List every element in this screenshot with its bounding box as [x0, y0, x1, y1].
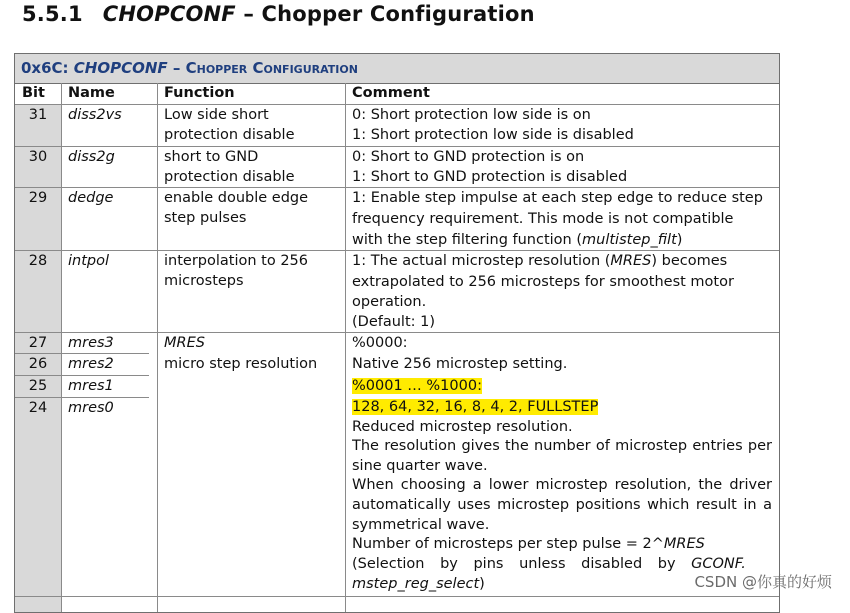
comment-mres-l6: When choosing a lower microstep resolution, the driver: [352, 477, 772, 493]
comment-r29-line3: [352, 230, 682, 251]
comment-r28-line2: extrapolated to 256 microsteps for smoothest motor: [352, 274, 734, 290]
function-r30-line2: protection disable: [164, 169, 295, 185]
section-heading: [22, 2, 535, 26]
comment-r28-line3: operation.: [352, 294, 427, 310]
comment-r29-line1: 1: Enable step impulse at each step edge to reduce step: [352, 190, 763, 206]
bit-29: 29: [28, 190, 48, 206]
row-divider: [15, 596, 779, 597]
comment-r30-line1: 0: Short to GND protection is on: [352, 149, 585, 165]
bit-24: 24: [28, 400, 48, 416]
column-divider: [345, 83, 346, 613]
bit-30: 30: [28, 149, 48, 165]
comment-mres-l1: %0000:: [352, 335, 408, 351]
name-diss2g: diss2g: [68, 149, 115, 165]
comment-r31-line2: 1: Short protection low side is disabled: [352, 127, 634, 143]
comment-mres-l9: [352, 534, 705, 555]
function-r29-line2: step pulses: [164, 210, 247, 226]
row-divider: [15, 375, 149, 376]
row-divider: [15, 397, 149, 398]
register-table: [14, 53, 780, 613]
comment-mres-l10-gconf: GCONF.: [691, 556, 746, 572]
comment-r28-pre: 1: The actual microstep resolution (: [352, 253, 611, 269]
comment-mres-l4: The resolution gives the number of microstep entries per: [352, 438, 772, 454]
bit-25: 25: [28, 378, 48, 394]
section-title: – Chopper Configuration: [235, 2, 535, 26]
function-r30-line1: short to GND: [164, 149, 259, 165]
table-title-register: CHOPCONF: [73, 59, 168, 77]
name-mres0: mres0: [68, 400, 114, 416]
comment-r28-line4: (Default: 1): [352, 314, 436, 330]
table-title-bar: [15, 54, 779, 84]
comment-r31-line1: 0: Short protection low side is on: [352, 107, 591, 123]
table-title-address: 0x6C:: [21, 59, 74, 77]
header-bit: Bit: [22, 85, 45, 101]
name-mres1: mres1: [68, 378, 114, 394]
comment-mres-l10-text: (Selection by pins unless disabled by: [352, 556, 692, 572]
comment-r30-line2: 1: Short to GND protection is disabled: [352, 169, 628, 185]
comment-mres-l7: automatically uses microstep positions which result in a: [352, 497, 772, 513]
highlight-range: %0001 … %1000:: [352, 378, 482, 394]
section-number: 5.5.1: [22, 2, 83, 26]
comment-mres-l9-text: Number of microsteps per step pulse = 2^: [352, 536, 664, 552]
name-dedge: dedge: [68, 190, 114, 206]
comment-r29-multistep-filt: multistep_filt: [582, 232, 677, 248]
function-r28-line1: interpolation to 256: [164, 253, 309, 269]
function-r29-line1: enable double edge: [164, 190, 309, 206]
row-divider: [15, 250, 779, 251]
row-divider: [15, 187, 779, 188]
name-mres2: mres2: [68, 356, 114, 372]
name-intpol: intpol: [68, 253, 110, 269]
column-divider: [61, 83, 62, 613]
comment-r29-line2: frequency requirement. This mode is not compatible: [352, 211, 734, 227]
watermark: CSDN @你真的好烦: [694, 573, 832, 591]
comment-r28-post: ) becomes: [651, 253, 728, 269]
comment-r29-line3-text: with the step filtering function (: [352, 232, 583, 248]
row-divider: [15, 146, 779, 147]
function-r31-line2: protection disable: [164, 127, 295, 143]
comment-mres-l5: sine quarter wave.: [352, 458, 488, 474]
comment-mres-l9-mres: MRES: [663, 536, 705, 552]
comment-r28-mres: MRES: [610, 253, 652, 269]
name-diss2vs: diss2vs: [68, 107, 122, 123]
comment-r29-close-paren: ): [676, 232, 683, 248]
table-title-rest: – Chopper Configuration: [167, 59, 358, 77]
comment-mres-l11-select: mstep_reg_select: [352, 576, 480, 592]
row-divider: [15, 353, 149, 354]
header-function: Function: [164, 85, 235, 101]
function-mres-title: MRES: [164, 335, 205, 351]
table-title: [21, 59, 358, 77]
function-mres-sub: micro step resolution: [164, 356, 318, 372]
function-r28-line2: microsteps: [164, 273, 244, 289]
comment-mres-highlight-2: [352, 397, 598, 418]
function-r31-line1: Low side short: [164, 107, 269, 123]
comment-mres-highlight-1: [352, 376, 482, 397]
header-comment: Comment: [352, 85, 430, 101]
bit-27: 27: [28, 335, 48, 351]
comment-mres-l11: [352, 574, 485, 595]
highlight-values: 128, 64, 32, 16, 8, 4, 2, FULLSTEP: [352, 399, 599, 415]
bit-28: 28: [28, 253, 48, 269]
name-mres3: mres3: [68, 335, 114, 351]
header-name: Name: [68, 85, 115, 101]
row-divider: [15, 332, 779, 333]
bit-31: 31: [28, 107, 48, 123]
row-divider: [15, 104, 779, 105]
section-register: CHOPCONF: [102, 2, 236, 26]
comment-mres-l11-close: ): [479, 576, 485, 592]
column-divider: [157, 83, 158, 613]
comment-mres-l2: Native 256 microstep setting.: [352, 356, 568, 372]
comment-mres-l3: Reduced microstep resolution.: [352, 419, 573, 435]
comment-mres-l8: symmetrical wave.: [352, 517, 490, 533]
bit-26: 26: [28, 356, 48, 372]
comment-r28-line1: [352, 251, 727, 272]
